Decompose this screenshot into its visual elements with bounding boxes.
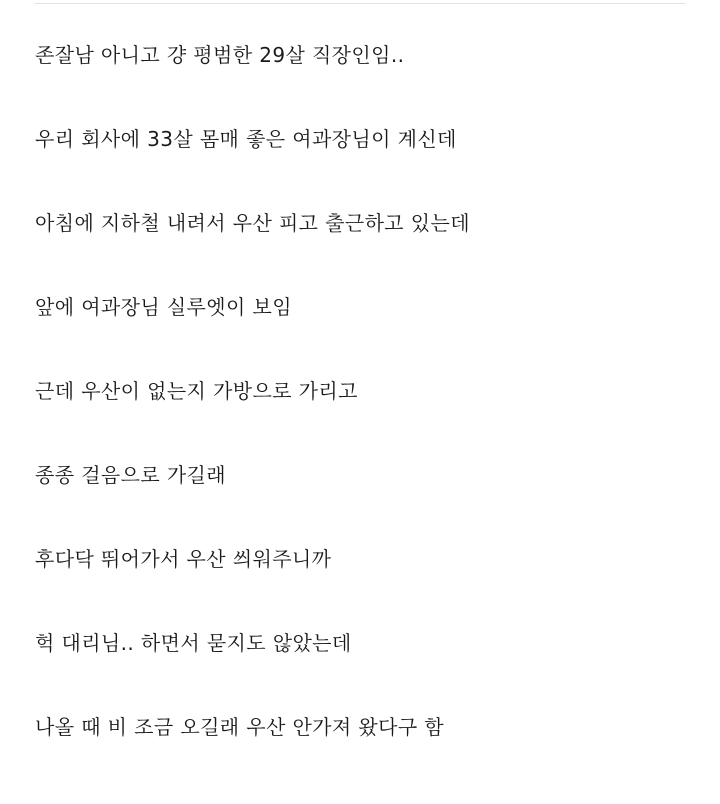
post-line: 종종 걸음으로 가길래 <box>35 463 226 487</box>
post-line: 아침에 지하철 내려서 우산 피고 출근하고 있는데 <box>35 211 470 235</box>
clipped-next-line-text <box>35 796 365 804</box>
post-line: 나올 때 비 조금 오길래 우산 안가져 왔다구 함 <box>35 715 445 739</box>
post-line: 후다닥 뛰어가서 우산 씌워주니까 <box>35 547 332 571</box>
post-line: 존잘남 아니고 걍 평범한 29살 직장인임.. <box>35 43 405 67</box>
post-body <box>35 0 685 804</box>
post-line: 앞에 여과장님 실루엣이 보임 <box>35 295 292 319</box>
post-line: 헉 대리님.. 하면서 묻지도 않았는데 <box>35 631 352 655</box>
clipped-next-line <box>35 796 365 804</box>
post-line: 우리 회사에 33살 몸매 좋은 여과장님이 계신데 <box>35 127 457 151</box>
post-line: 근데 우산이 없는지 가방으로 가리고 <box>35 379 358 403</box>
